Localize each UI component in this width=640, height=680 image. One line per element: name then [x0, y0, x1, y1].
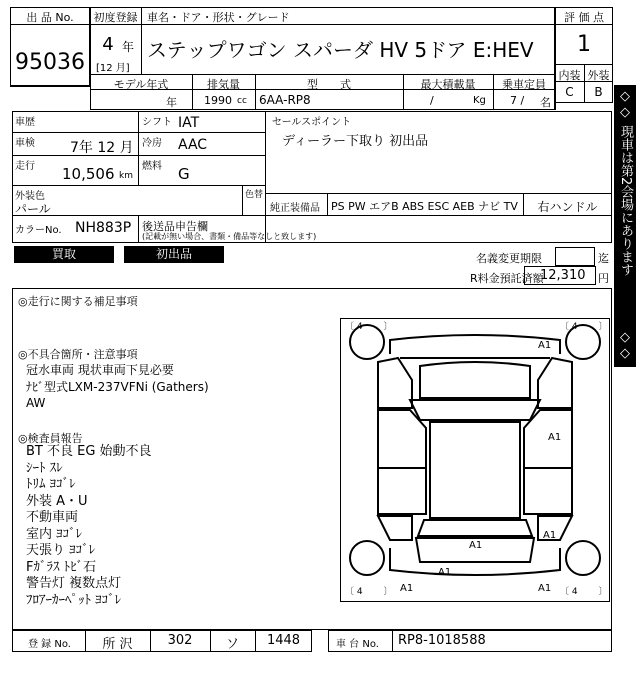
aftermarket-note: (記載が無い場合、書類・備品等なしと致します) — [142, 232, 317, 241]
car-name: ステップワゴン スパーダ HV 5ドア E:HEV — [147, 38, 534, 62]
capacity-value: 7 / — [510, 94, 525, 107]
inspector-item: Fｶﾞﾗｽ ﾄﾋﾞ石 — [26, 559, 97, 575]
windshield — [410, 400, 540, 420]
mileage-value: 10,506 — [62, 165, 115, 183]
defect-item: 冠水車両 現状車両下見必要 — [26, 363, 174, 377]
name-change-label: 名義変更期限 — [476, 252, 542, 265]
color-change-label: 色替 — [245, 190, 264, 200]
tyre-tread-rl: 〔 4 〕 — [345, 587, 393, 597]
first-reg-label: 初度登録 — [93, 11, 138, 24]
mileage-unit: km — [119, 171, 133, 181]
side-diamonds-bottom: ◇ ◇ — [620, 330, 630, 361]
max-load-unit: Kg — [473, 95, 486, 106]
shift-value: IAT — [178, 115, 200, 131]
eval-label: 評 価 点 — [564, 11, 604, 24]
door-rear-left — [378, 468, 426, 514]
fuel-label: 燃料 — [142, 161, 162, 172]
inspector-heading: ◎検査員報告 — [18, 432, 83, 445]
first-reg-year: 4 — [102, 34, 114, 55]
tyre-tread-fl: 〔 4 〕 — [345, 322, 393, 332]
displacement-unit: cc — [237, 96, 247, 106]
defect-item: AW — [26, 396, 46, 410]
damage-mark: A1 — [438, 567, 452, 578]
damage-mark: A1 — [538, 583, 552, 594]
inspector-item: ﾄﾘﾑ ﾖｺﾞﾚ — [26, 477, 76, 492]
interior-grade: C — [565, 85, 574, 99]
displacement-value: 1990 — [204, 94, 232, 107]
damage-mark: A1 — [469, 540, 483, 551]
front-fender-right — [538, 358, 572, 408]
reg-area: 所 沢 — [102, 637, 133, 652]
standard-equip-label: 純正装備品 — [270, 203, 320, 214]
max-load-value: / — [430, 94, 434, 107]
inspector-item: 外装 A・U — [26, 493, 88, 509]
inspector-item: ｼｰﾄ ｽﾚ — [26, 460, 63, 476]
reg-class: 302 — [167, 633, 193, 648]
roof — [430, 422, 520, 518]
ac-value: AAC — [178, 137, 208, 153]
ac-label: 冷房 — [142, 138, 162, 149]
model-year-label: モデル年式 — [113, 78, 169, 91]
front-fender-left — [378, 358, 412, 408]
color-no-label: カラーNo. — [15, 225, 62, 236]
chassis-label: 車 台 No. — [336, 639, 379, 650]
shaken-value: 7年 12 月 — [70, 140, 134, 156]
color-no-value: NH883P — [75, 220, 132, 236]
ext-color-label: 外装色 — [15, 191, 45, 202]
exterior-label: 外装 — [587, 69, 610, 82]
tyre-rear-right — [566, 541, 600, 575]
inspector-item: BT 不良 EG 始動不良 — [26, 444, 152, 459]
lot-number: 95036 — [15, 50, 85, 75]
interior-label: 内装 — [558, 69, 581, 82]
car-name-label: 車名・ドア・形状・グレード — [147, 11, 290, 24]
eval-score: 1 — [577, 32, 591, 57]
defects-heading: ◎不具合箇所・注意事項 — [18, 348, 138, 361]
inspector-item: 室内 ﾖｺﾞﾚ — [26, 526, 83, 542]
steering-value: 右ハンドル — [537, 200, 598, 214]
first-reg-year-unit: 年 — [122, 40, 135, 54]
max-load-label: 最大積載量 — [420, 78, 476, 91]
defect-item: ﾅﾋﾞ型式LXM-237VFNi (Gathers) — [26, 379, 209, 394]
capacity-unit: 名 — [540, 96, 551, 109]
inspector-item: 警告灯 複数点灯 — [26, 576, 122, 591]
inspector-item: 天張り ﾖｺﾞﾚ — [26, 543, 96, 558]
mileage-label: 走行 — [15, 161, 35, 172]
damage-mark: A1 — [538, 340, 552, 351]
damage-mark: A1 — [400, 583, 414, 594]
recycle-label: R料金預託済額 — [470, 272, 544, 285]
model-value: 6AA-RP8 — [259, 93, 311, 107]
reg-kana: ソ — [225, 637, 239, 652]
recycle-value: 12,310 — [540, 268, 586, 283]
lot-label: 出 品 No. — [26, 11, 74, 24]
shaken-label: 車検 — [15, 138, 35, 149]
fuel-value: G — [178, 165, 190, 183]
damage-mark: A1 — [543, 530, 557, 541]
reg-number: 1448 — [266, 633, 301, 648]
model-year-unit: 年 — [166, 96, 177, 109]
sales-point-value: ディーラー下取り 初出品 — [282, 134, 429, 149]
rear-window — [418, 520, 532, 536]
front-bumper — [390, 335, 560, 354]
side-notice — [614, 85, 636, 367]
side-notice-text: 現車は第2会場にあります — [618, 125, 633, 277]
car-diagram — [340, 318, 610, 602]
purchase-tag: 買取 — [14, 246, 114, 263]
defects-list — [26, 362, 209, 412]
driving-heading: ◎走行に関する補足事項 — [18, 295, 138, 308]
capacity-label: 乗車定員 — [502, 78, 546, 91]
tyre-rear-left — [350, 541, 384, 575]
tyre-tread-rr: 〔 4 〕 — [560, 587, 608, 597]
door-rear-right — [524, 468, 572, 514]
damage-mark: A1 — [548, 432, 562, 443]
side-diamonds-top: ◇ ◇ — [620, 89, 630, 120]
sales-point-label: セールスポイント — [272, 117, 352, 128]
door-front-left — [378, 410, 426, 468]
inspector-item: 不動車両 — [26, 510, 79, 525]
tyre-tread-fr: 〔 4 〕 — [560, 322, 608, 332]
history-label: 車歴 — [15, 117, 35, 128]
recycle-unit: 円 — [598, 272, 609, 285]
aftermarket-label: 後送品申告欄 — [142, 220, 208, 233]
name-change-unit: 迄 — [598, 252, 609, 265]
hood — [420, 362, 530, 398]
reg-no-label: 登 録 No. — [28, 639, 71, 650]
ext-color-value: パール — [15, 202, 51, 216]
exterior-grade: B — [594, 85, 603, 99]
inspector-item: ﾌﾛｱｰｶｰﾍﾟｯﾄ ﾖｺﾞﾚ — [26, 592, 122, 608]
first-listing-tag: 初出品 — [124, 246, 224, 263]
inspector-list — [26, 444, 152, 609]
chassis-value: RP8-1018588 — [398, 633, 486, 648]
name-change-field — [555, 247, 595, 266]
standard-equip-value: PS PW エアB ABS ESC AEB ナビ TV — [331, 200, 518, 213]
rear-quarter-left — [378, 516, 412, 540]
model-label: 型 式 — [307, 78, 351, 91]
displacement-label: 排気量 — [207, 78, 240, 91]
shift-label: シフト — [142, 117, 172, 128]
first-reg-month: [12 月] — [96, 63, 130, 74]
